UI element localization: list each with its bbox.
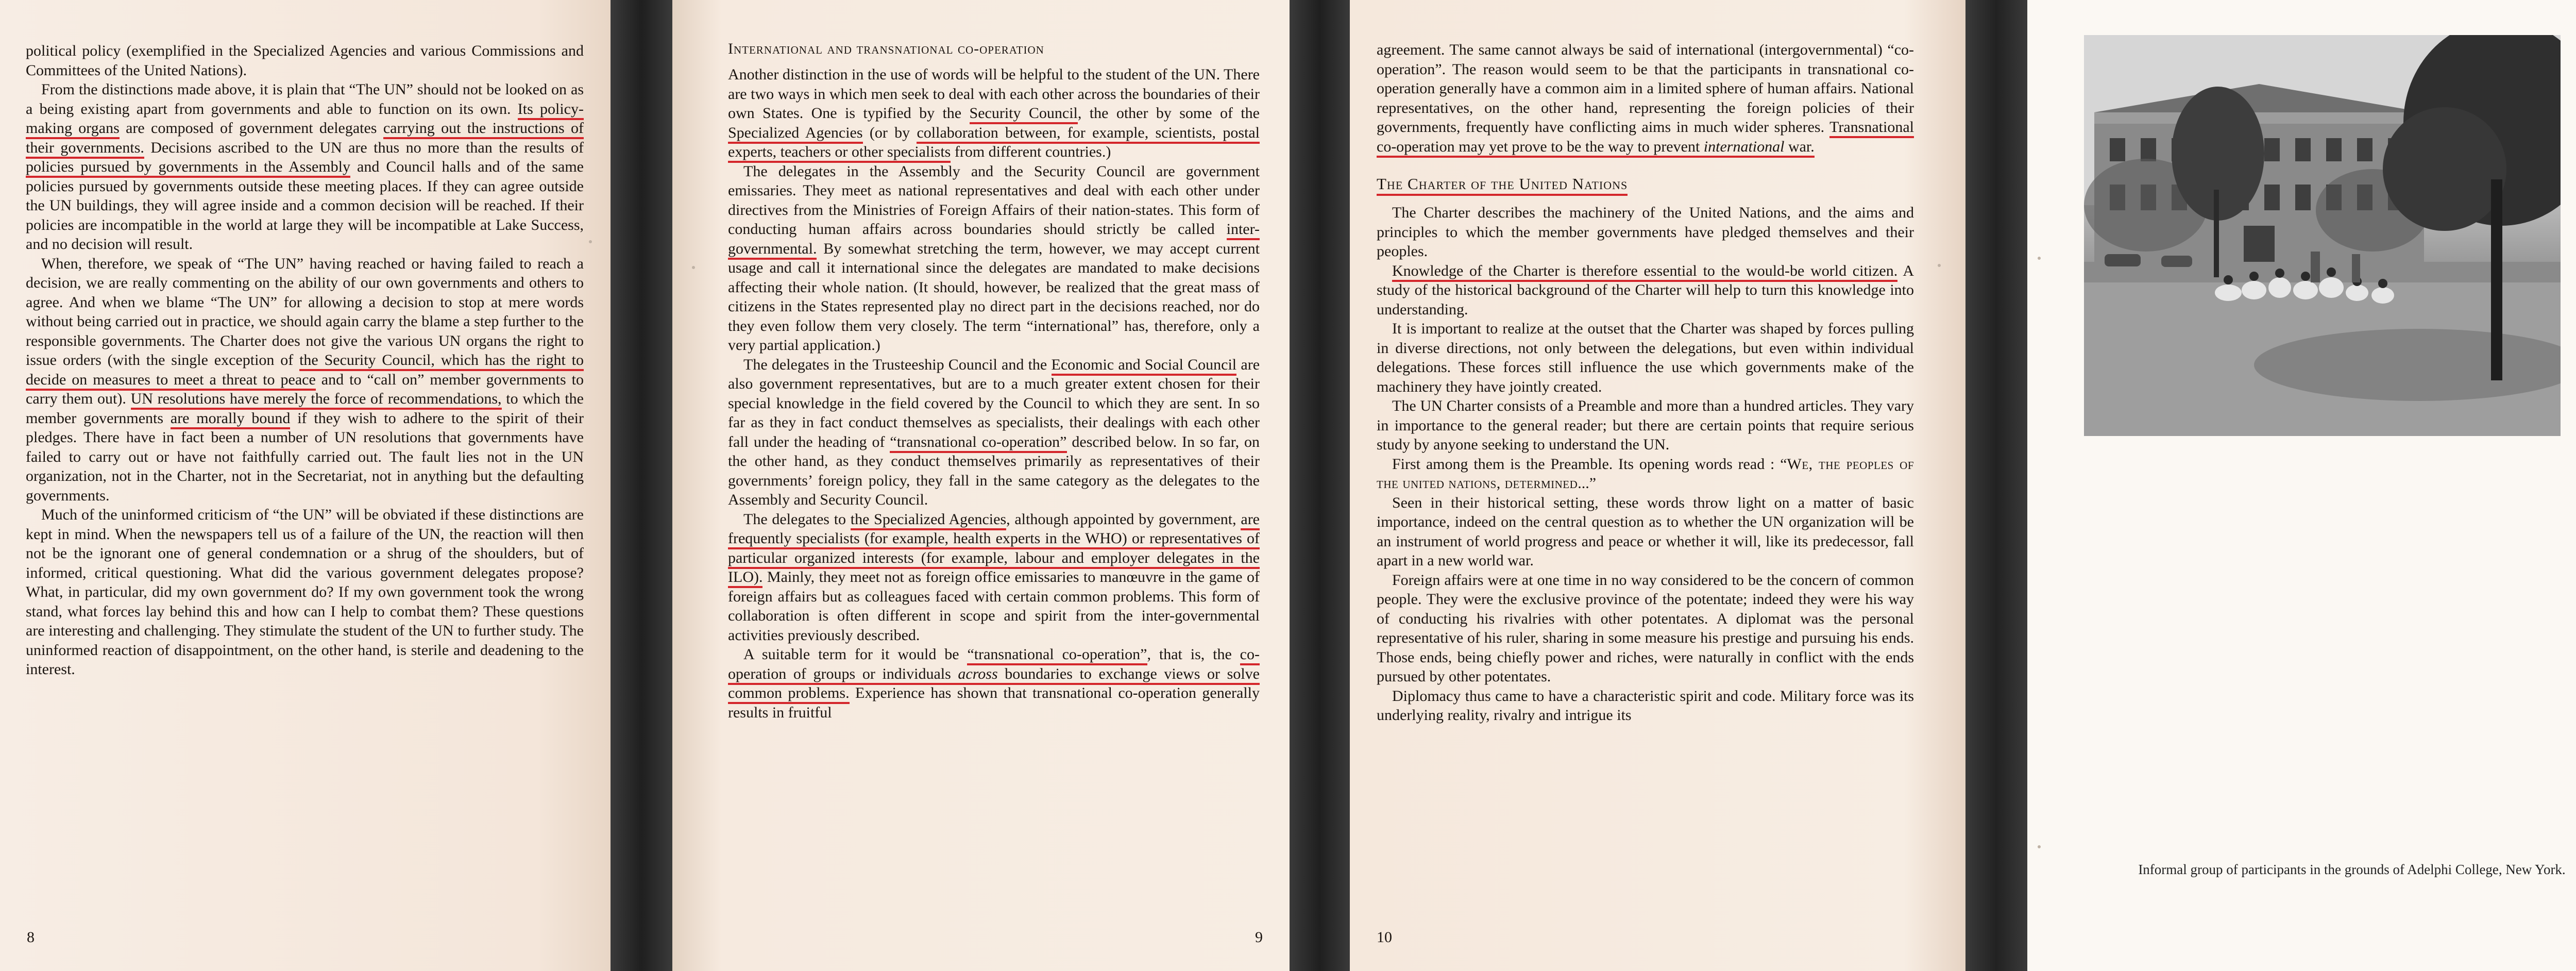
paragraph xyxy=(26,41,584,80)
paragraph xyxy=(1377,203,1914,261)
page-number: 9 xyxy=(1255,929,1263,946)
text-run: A suitable term for it would be xyxy=(743,646,968,663)
paragraph xyxy=(1377,40,1914,156)
paragraph xyxy=(26,254,584,506)
underlined-text: international xyxy=(1704,138,1785,158)
underlined-text: the Security Council, which has the right to decide on measures to meet a threat to peace xyxy=(26,351,584,391)
text-run: The Charter describes the machinery of the United Nations, and the aims and principles to which the member governments have pledged themselves and their peoples. xyxy=(1377,204,1914,260)
underlined-text: Knowledge of the Charter is therefore essential to the would-be world citizen. xyxy=(1392,262,1897,282)
text-run: We, the peoples of the united nations, determined xyxy=(1377,455,1914,492)
text-run: and Council halls and of the same policies pursued by governments outside these meeting places. If they can agree outside the UN buildings, they will agree inside and a common decision will be reached. If their policies are incompatible in the world at large they will be incompatible at Lake Success, and no decision will result. xyxy=(26,158,584,253)
underlined-text: Economic and Social Council xyxy=(1052,356,1237,376)
gutter-1 xyxy=(611,0,672,971)
photograph-drawing xyxy=(2084,35,2561,436)
text-run: to which the member governments xyxy=(26,390,584,427)
paragraph xyxy=(1377,319,1914,396)
underlined-text: are frequently specialists (for example, health experts in the WHO) or representatives of particular organized interests (for example, labour and employer delegates in the ILO). xyxy=(728,511,1260,589)
paper-speck xyxy=(692,266,695,269)
text-run: Decisions ascribed to the UN are thus no more than the results of xyxy=(144,139,584,156)
page-9 xyxy=(672,0,1290,971)
paragraph xyxy=(26,505,584,679)
text-run: It is important to realize at the outset that the Charter was shaped by forces pulling in diverse directions, not only between the delegations, but even within individual delegations. These forces still influence the use which governments make of the machinery they have jointly created. xyxy=(1377,320,1914,395)
underlined-text: Specialized Agencies xyxy=(728,124,863,144)
text-run: Foreign affairs were at one time in no way considered to be the concern of common people. They were the exclusive province of the potentate; indeed they were his way of conducting his rivalries with other potentates. A diplomat was the personal representative of his ruler, sharing in some measure his prestige and pursuing his ends. Those ends, being chiefly power and riches, were naturally in conflict with the ends pursued by other potentates. xyxy=(1377,571,1914,685)
paragraph xyxy=(1377,396,1914,455)
section-heading: The Charter of the United Nations xyxy=(1377,175,1628,196)
running-head: International and transnational co-operation xyxy=(728,40,1044,57)
paper-speck xyxy=(589,240,592,243)
text-run: Experience has shown that transnational co-operation generally results in fruitful xyxy=(728,684,1260,721)
photograph xyxy=(2084,35,2561,436)
text-run: , that is, the xyxy=(1147,646,1240,663)
paragraph xyxy=(728,65,1260,162)
page-8 xyxy=(0,0,611,971)
underlined-text: co-operation of groups or individuals xyxy=(728,646,1260,685)
underlined-text: “transnational co-operation” xyxy=(890,433,1066,453)
underlined-text: Its policy-making organs xyxy=(26,101,584,140)
text-run: First among them is the Preamble. Its opening words read : “ xyxy=(1392,455,1787,473)
underlined-text: war. xyxy=(1784,138,1814,158)
paragraph xyxy=(26,80,584,254)
gutter-3 xyxy=(1965,0,2027,971)
text-run: The delegates in the Trusteeship Council and the xyxy=(743,356,1052,373)
text-run: By somewhat stretching the term, however, we may accept current usage and call it international since the delegates are mandated to make decisions affecting their whole nation. (It should, however, be realized that the great mass of citizens in the States represented play no direct part in the decisions reached, nor do they even follow them very closely. The term “international” has, therefore, only a very partial application.) xyxy=(728,240,1260,354)
paragraph xyxy=(1377,571,1914,687)
paragraph xyxy=(728,162,1260,355)
page-8-body xyxy=(26,41,584,679)
text-run: From the distinctions made above, it is plain that “The UN” should not be looked on as a being existing apart from governments and able to function on its own. xyxy=(26,81,584,118)
text-run: are composed of government delegates xyxy=(119,120,383,137)
underlined-text: UN resolutions have merely the force of recommendations, xyxy=(131,390,502,410)
text-run: described below. In so far, on the other hand, as they conduct themselves primarily as representatives of their governments’ foreign policy, they fall in the same category as the delegates to the Assembly and Security Council. xyxy=(728,433,1260,508)
photo-page xyxy=(2027,0,2576,971)
underlined-text: Transnational co-operation may yet prove to be the way to prevent xyxy=(1377,119,1914,158)
text-run: The delegates to xyxy=(743,510,851,528)
text-run: Diplomacy thus came to have a characteristic spirit and code. Military force was its underlying reality, rivalry and intrigue its xyxy=(1377,687,1914,724)
underlined-text: the Specialized Agencies xyxy=(851,511,1006,530)
paper-speck xyxy=(1938,264,1941,267)
paper-speck xyxy=(2038,845,2041,848)
text-run: , the other by some of the xyxy=(1077,105,1260,122)
paper-speck xyxy=(2038,257,2041,260)
page-number: 10 xyxy=(1377,929,1392,946)
text-run: When, therefore, we speak of “The UN” having reached or having failed to reach a decision, we are really commenting on the ability of our own governments and others to agree. And when we blame “The UN” for allowing a decision to stop at mere words without being carried out in practice, we should again carry the blame a step further to the responsible governments. The Charter does not give the various UN organs the right to issue orders (with the single exception of xyxy=(26,255,584,369)
text-run: political policy (exemplified in the Specialized Agencies and various Commissions and Committees of the United Nations). xyxy=(26,42,584,79)
text-run: from different countries.) xyxy=(951,143,1111,160)
photo-caption: Informal group of participants in the grounds of Adelphi College, New York. xyxy=(2138,862,2566,877)
text-run: are also government representatives, but are to a much greater extent chosen for their special knowledge in the field covered by the Council to which they are sent. In so far as they in fact conduct themselves as specialists, their dealings with each other fall under the heading of xyxy=(728,356,1260,450)
underlined-text: boundaries to exchange views or solve common problems. xyxy=(728,665,1260,705)
underlined-text: are morally bound xyxy=(171,410,291,429)
underlined-text: across xyxy=(958,665,997,685)
underlined-text: Security Council xyxy=(970,105,1078,124)
text-run: if they wish to adhere to the spirit of their pledges. There have in fact been a number of UN resolutions that governments have failed to carry out or have not faithfully carried out. The fault lies not in the UN organization, not in the Charter, not in the Secretariat, not in anything but the defaulting governments. xyxy=(26,409,584,504)
underlined-text: collaboration between, for example, scientists, postal experts, teachers or other specialists xyxy=(728,124,1260,163)
paragraph xyxy=(1377,687,1914,725)
page-9-body xyxy=(728,65,1260,722)
text-run: A study of the historical background of the Charter will help to turn this knowledge into understanding. xyxy=(1377,262,1914,318)
text-run: The UN Charter consists of a Preamble and more than a hundred articles. They vary in importance to the general reader; but there are certain points that require serious study by anyone seeking to understand the UN. xyxy=(1377,397,1914,453)
text-run: Another distinction in the use of words will be helpful to the student of the UN. There are two ways in which men seek to deal with each other across the boundaries of their own States. One is typified by the xyxy=(728,66,1260,122)
text-run: ...” xyxy=(1578,475,1597,492)
page-10-body xyxy=(1377,203,1914,725)
paragraph xyxy=(728,510,1260,645)
text-run: Seen in their historical setting, these words throw light on a matter of basic importance, indeed on the central question as to whether the UN organization will be an instrument of world progress and peace or whether it will, like its predecessor, fall apart in a new world war. xyxy=(1377,494,1914,569)
paragraph xyxy=(1377,493,1914,571)
paragraph xyxy=(1377,455,1914,493)
text-run: and to “call on” member governments to carry them out). xyxy=(26,371,584,407)
text-run: (or by xyxy=(862,124,917,141)
text-run: Mainly, they meet not as foreign office emissaries to manœuvre in the game of foreign affairs but as colleagues faced with certain common problems. This form of collaboration is often different in scope and spirit from the inter-governmental activities previously described. xyxy=(728,568,1260,644)
paragraph xyxy=(728,645,1260,722)
text-run: , although appointed by government, xyxy=(1006,510,1241,528)
underlined-text: policies pursued by governments in the Assembly xyxy=(26,158,350,178)
page-10-body-top xyxy=(1377,40,1914,156)
underlined-text: inter-governmental. xyxy=(728,221,1260,260)
underlined-text: “transnational co-operation” xyxy=(967,646,1147,665)
text-run: Much of the uninformed criticism of “the UN” will be obviated if these distinctions are kept in mind. When the newspapers tell us of a failure of the UN, the reaction will then not be the ignorant one of general condemnation or a shrug of the shoulders, but of informed, critical questioning. What did the various government delegates propose? What, in particular, did my own government do? If my own government took the wrong stand, what forces lay behind this and how can I help to combat them? These questions are interesting and challenging. They stimulate the student of the UN to further study. The uninformed reaction of disappointment, on the other hand, is sterile and deadening to the interest. xyxy=(26,506,584,678)
gutter-2 xyxy=(1290,0,1350,971)
page-number: 8 xyxy=(27,929,35,946)
page-10 xyxy=(1350,0,1965,971)
underlined-text: carrying out the instructions of their governments. xyxy=(26,120,584,159)
paragraph xyxy=(728,355,1260,510)
paragraph xyxy=(1377,261,1914,320)
text-run: agreement. The same cannot always be said of international (intergovernmental) “co-operation”. The reason would seem to be that the participants in transnational co-operation generally have a common aim in a limited sphere of human affairs. National representatives, on the other hand, representing the foreign policies of their governments, frequently have conflicting aims in much wider spheres. xyxy=(1377,41,1914,136)
text-run: The delegates in the Assembly and the Security Council are government emissaries. They meet as national representatives and deal with each other under directives from the Ministries of Foreign Affairs of their nation-states. This form of conducting human affairs across boundaries should strictly be called xyxy=(728,162,1260,238)
